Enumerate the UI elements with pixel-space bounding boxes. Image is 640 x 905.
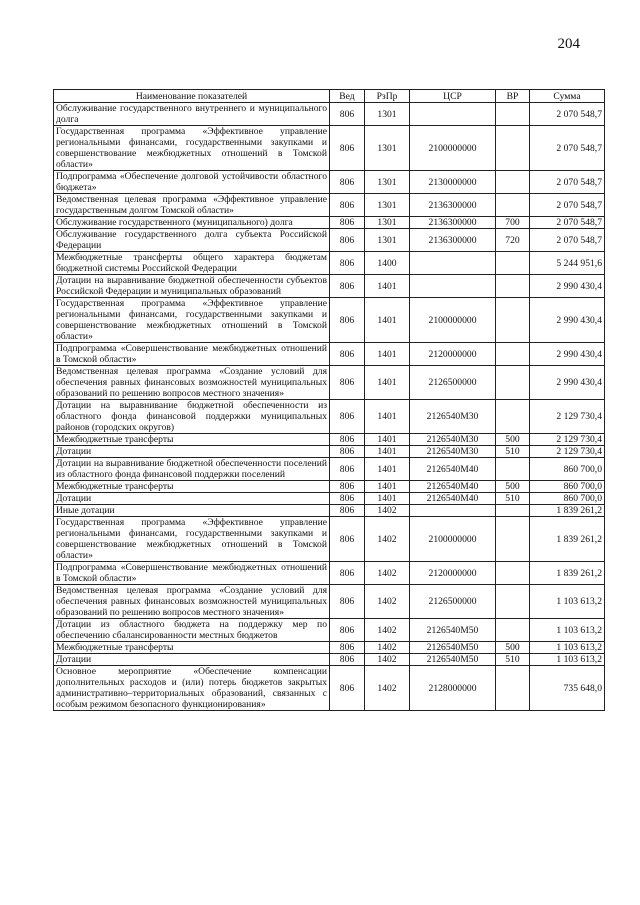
cell-ved: 806 [330,343,365,366]
cell-rzpr: 1301 [365,103,410,126]
table-row [54,298,605,343]
table-row [54,619,605,642]
cell-rzpr: 1402 [365,654,410,666]
table-row [54,642,605,654]
cell-sum: 2 129 730,4 [530,400,605,434]
cell-ved: 806 [330,585,365,619]
cell-ved: 806 [330,194,365,217]
cell-csr: 2126540M50 [410,619,496,642]
table-row [54,481,605,493]
cell-csr: 2120000000 [410,343,496,366]
cell-csr: 2126540M30 [410,434,496,446]
cell-rzpr: 1301 [365,217,410,229]
cell-name: Обслуживание государственного (муниципального) долга [54,217,330,229]
cell-csr: 2126540M50 [410,654,496,666]
cell-sum: 2 129 730,4 [530,446,605,458]
cell-ved: 806 [330,366,365,400]
cell-sum: 1 839 261,2 [530,517,605,562]
cell-vr [496,275,530,298]
cell-ved: 806 [330,642,365,654]
cell-rzpr: 1402 [365,505,410,517]
cell-csr: 2126540M30 [410,400,496,434]
cell-vr: 720 [496,229,530,252]
cell-name: Иные дотации [54,505,330,517]
cell-name: Подпрограмма «Совершенствование межбюджетных отношений в Томской области» [54,562,330,585]
cell-sum: 1 103 613,2 [530,642,605,654]
cell-rzpr: 1402 [365,666,410,711]
table-row [54,252,605,275]
table-row [54,366,605,400]
table-row [54,171,605,194]
cell-name: Дотации на выравнивание бюджетной обеспеченности поселений из областного фонда финансовой поддержки поселений [54,458,330,481]
cell-csr [410,252,496,275]
cell-sum: 2 990 430,4 [530,275,605,298]
cell-vr [496,400,530,434]
cell-name: Ведомственная целевая программа «Создание условий для обеспечения равных финансовых возможностей муниципальных образований по решению вопросов местного значения» [54,585,330,619]
cell-ved: 806 [330,252,365,275]
cell-sum: 5 244 951,6 [530,252,605,275]
cell-sum: 1 103 613,2 [530,654,605,666]
cell-ved: 806 [330,446,365,458]
cell-csr: 2126540M30 [410,446,496,458]
table-row [54,666,605,711]
cell-rzpr: 1402 [365,642,410,654]
cell-ved: 806 [330,103,365,126]
cell-csr [410,275,496,298]
cell-sum: 1 103 613,2 [530,619,605,642]
cell-vr [496,505,530,517]
cell-vr [496,194,530,217]
cell-vr [496,298,530,343]
cell-sum: 2 129 730,4 [530,434,605,446]
header-vr: ВР [496,90,530,103]
cell-rzpr: 1301 [365,229,410,252]
cell-sum: 735 648,0 [530,666,605,711]
header-name: Наименование показателей [54,90,330,103]
cell-name: Межбюджетные трансферты общего характера бюджетам бюджетной системы Российской Федерации [54,252,330,275]
cell-name: Подпрограмма «Совершенствование межбюджетных отношений в Томской области» [54,343,330,366]
cell-csr: 2126540M40 [410,493,496,505]
cell-name: Дотации из областного бюджета на поддержку мер по обеспечению сбалансированности местных бюджетов [54,619,330,642]
cell-sum: 2 070 548,7 [530,194,605,217]
table-row [54,505,605,517]
cell-csr: 2126540M40 [410,458,496,481]
header-ved: Вед [330,90,365,103]
cell-rzpr: 1401 [365,493,410,505]
cell-vr [496,517,530,562]
cell-sum: 2 990 430,4 [530,343,605,366]
cell-sum: 2 070 548,7 [530,103,605,126]
cell-sum: 2 070 548,7 [530,126,605,171]
cell-ved: 806 [330,126,365,171]
cell-vr [496,366,530,400]
cell-csr: 2126500000 [410,585,496,619]
cell-sum: 860 700,0 [530,493,605,505]
cell-name: Подпрограмма «Обеспечение долговой устойчивости областного бюджета» [54,171,330,194]
cell-rzpr: 1401 [365,434,410,446]
table-header-row [54,90,605,103]
cell-rzpr: 1401 [365,366,410,400]
cell-rzpr: 1402 [365,619,410,642]
cell-sum: 1 839 261,2 [530,562,605,585]
cell-name: Государственная программа «Эффективное управление региональными финансами, государственными закупками и совершенствование межбюджетных отношений в Томской области» [54,126,330,171]
table-row [54,275,605,298]
cell-vr: 510 [496,446,530,458]
table-row [54,400,605,434]
cell-rzpr: 1401 [365,481,410,493]
header-csr: ЦСР [410,90,496,103]
cell-rzpr: 1401 [365,400,410,434]
cell-vr [496,458,530,481]
cell-vr [496,103,530,126]
cell-ved: 806 [330,505,365,517]
table-row [54,229,605,252]
cell-name: Ведомственная целевая программа «Эффективное управление государственным долгом Томской области» [54,194,330,217]
cell-ved: 806 [330,517,365,562]
cell-ved: 806 [330,434,365,446]
cell-csr: 2136300000 [410,229,496,252]
table-row [54,446,605,458]
cell-csr: 2136300000 [410,194,496,217]
cell-vr [496,619,530,642]
header-rzpr: РзПр [365,90,410,103]
cell-name: Дотации [54,446,330,458]
cell-csr [410,103,496,126]
cell-ved: 806 [330,666,365,711]
cell-sum: 2 990 430,4 [530,298,605,343]
cell-name: Дотации на выравнивание бюджетной обеспеченности из областного фонда финансовой поддержки муниципальных районов (городских округов) [54,400,330,434]
cell-ved: 806 [330,298,365,343]
cell-csr: 2120000000 [410,562,496,585]
cell-ved: 806 [330,275,365,298]
cell-ved: 806 [330,493,365,505]
cell-vr [496,126,530,171]
cell-ved: 806 [330,458,365,481]
header-sum: Сумма [530,90,605,103]
cell-csr: 2100000000 [410,298,496,343]
page-number: 204 [557,36,580,52]
budget-table [53,89,605,711]
cell-name: Основное мероприятие «Обеспечение компенсации дополнительных расходов и (или) потерь бюджетов закрытых административно–территориальных образований, связанных с особым режимом безопасного функционирования» [54,666,330,711]
cell-sum: 860 700,0 [530,481,605,493]
cell-sum: 860 700,0 [530,458,605,481]
table-row [54,434,605,446]
cell-csr: 2100000000 [410,126,496,171]
cell-rzpr: 1401 [365,343,410,366]
cell-ved: 806 [330,400,365,434]
cell-csr: 2100000000 [410,517,496,562]
cell-sum: 2 070 548,7 [530,171,605,194]
cell-rzpr: 1402 [365,585,410,619]
cell-name: Дотации [54,654,330,666]
table-row [54,493,605,505]
cell-name: Государственная программа «Эффективное управление региональными финансами, государственными закупками и совершенствование межбюджетных отношений в Томской области» [54,298,330,343]
cell-ved: 806 [330,562,365,585]
cell-name: Дотации на выравнивание бюджетной обеспеченности субъектов Российской Федерации и муниципальных образований [54,275,330,298]
table-row [54,654,605,666]
cell-vr [496,252,530,275]
cell-sum: 1 839 261,2 [530,505,605,517]
table-row [54,585,605,619]
cell-csr: 2126540M40 [410,481,496,493]
cell-vr: 510 [496,654,530,666]
cell-name: Обслуживание государственного внутреннего и муниципального долга [54,103,330,126]
table-row [54,126,605,171]
cell-rzpr: 1301 [365,194,410,217]
table-row [54,103,605,126]
cell-name: Ведомственная целевая программа «Создание условий для обеспечения равных финансовых возможностей муниципальных образований по решению вопросов местного значения» [54,366,330,400]
table-row [54,194,605,217]
cell-csr: 2128000000 [410,666,496,711]
cell-vr: 500 [496,434,530,446]
cell-name: Межбюджетные трансферты [54,481,330,493]
cell-ved: 806 [330,217,365,229]
cell-ved: 806 [330,171,365,194]
cell-rzpr: 1402 [365,517,410,562]
cell-vr [496,171,530,194]
cell-csr: 2130000000 [410,171,496,194]
cell-vr [496,585,530,619]
cell-ved: 806 [330,654,365,666]
table-row [54,458,605,481]
cell-rzpr: 1402 [365,562,410,585]
cell-vr: 500 [496,481,530,493]
cell-name: Межбюджетные трансферты [54,642,330,654]
table-row [54,562,605,585]
cell-vr: 500 [496,642,530,654]
cell-rzpr: 1401 [365,446,410,458]
table-row [54,517,605,562]
cell-csr [410,505,496,517]
cell-ved: 806 [330,481,365,493]
cell-rzpr: 1401 [365,275,410,298]
table-row [54,217,605,229]
cell-csr: 2126500000 [410,366,496,400]
cell-name: Государственная программа «Эффективное управление региональными финансами, государственными закупками и совершенствование межбюджетных отношений в Томской области» [54,517,330,562]
table-body [54,103,605,711]
cell-rzpr: 1401 [365,458,410,481]
cell-vr [496,343,530,366]
cell-sum: 2 070 548,7 [530,229,605,252]
cell-name: Обслуживание государственного долга субъекта Российской Федерации [54,229,330,252]
cell-vr [496,666,530,711]
cell-name: Межбюджетные трансферты [54,434,330,446]
cell-vr: 510 [496,493,530,505]
cell-vr [496,562,530,585]
cell-rzpr: 1301 [365,126,410,171]
cell-name: Дотации [54,493,330,505]
cell-rzpr: 1301 [365,171,410,194]
table-row [54,343,605,366]
cell-csr: 2136300000 [410,217,496,229]
cell-sum: 2 070 548,7 [530,217,605,229]
cell-csr: 2126540M50 [410,642,496,654]
cell-vr: 700 [496,217,530,229]
cell-rzpr: 1401 [365,298,410,343]
cell-ved: 806 [330,229,365,252]
cell-sum: 1 103 613,2 [530,585,605,619]
cell-ved: 806 [330,619,365,642]
cell-rzpr: 1400 [365,252,410,275]
cell-sum: 2 990 430,4 [530,366,605,400]
